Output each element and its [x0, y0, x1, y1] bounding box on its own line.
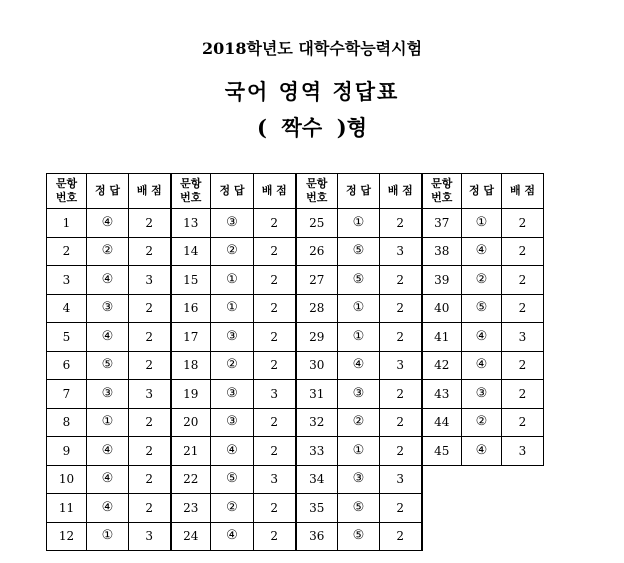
question-number-cell: 25 — [296, 209, 338, 238]
points-cell: 2 — [129, 323, 171, 352]
points-cell: 2 — [380, 494, 422, 523]
points-cell: 2 — [254, 323, 296, 352]
question-number-cell: 39 — [422, 266, 462, 295]
points-cell: 2 — [380, 522, 422, 551]
points-cell: 2 — [380, 437, 422, 466]
answer-cell: ③ — [338, 380, 380, 409]
question-number-cell: 45 — [422, 437, 462, 466]
answer-cell: ① — [211, 294, 254, 323]
question-number-cell: 2 — [47, 237, 87, 266]
answer-cell: ① — [338, 209, 380, 238]
points-cell: 3 — [502, 437, 544, 466]
answer-cell: ③ — [338, 465, 380, 494]
table-row — [47, 294, 544, 323]
points-cell: 2 — [129, 209, 171, 238]
answer-sheet-title: 국어 영역 정답표 — [224, 79, 400, 104]
points-cell: 2 — [129, 494, 171, 523]
answer-cell: ④ — [462, 237, 502, 266]
answer-cell: ④ — [462, 437, 502, 466]
points-cell: 2 — [254, 266, 296, 295]
question-number-cell: 17 — [171, 323, 211, 352]
answer-cell: ④ — [211, 437, 254, 466]
empty-cell — [422, 494, 544, 523]
answer-cell: ③ — [211, 323, 254, 352]
table-row — [47, 522, 544, 551]
answer-cell: ④ — [87, 266, 129, 295]
points-cell: 2 — [380, 266, 422, 295]
header-question-label-2: 번호 — [306, 191, 328, 204]
points-cell: 3 — [380, 351, 422, 380]
answer-cell: ⑤ — [87, 351, 129, 380]
answer-cell: ① — [338, 437, 380, 466]
answer-cell: ④ — [211, 522, 254, 551]
points-cell: 2 — [380, 380, 422, 409]
question-number-cell: 38 — [422, 237, 462, 266]
question-number-cell: 32 — [296, 408, 338, 437]
points-cell: 2 — [254, 237, 296, 266]
question-number-cell: 5 — [47, 323, 87, 352]
table-row — [47, 266, 544, 295]
question-number-cell: 36 — [296, 522, 338, 551]
answer-cell: ⑤ — [338, 237, 380, 266]
header-question-label-1: 문항 — [431, 177, 453, 190]
table-row — [47, 323, 544, 352]
answer-cell: ⑤ — [211, 465, 254, 494]
table-row — [47, 209, 544, 238]
points-cell: 2 — [380, 294, 422, 323]
points-cell: 2 — [502, 209, 544, 238]
question-number-cell: 9 — [47, 437, 87, 466]
question-number-cell: 21 — [171, 437, 211, 466]
points-cell: 3 — [254, 380, 296, 409]
points-cell: 2 — [129, 465, 171, 494]
question-number-cell: 37 — [422, 209, 462, 238]
answer-cell: ⑤ — [338, 266, 380, 295]
answer-cell: ③ — [462, 380, 502, 409]
question-number-cell: 34 — [296, 465, 338, 494]
points-cell: 2 — [254, 209, 296, 238]
points-cell: 3 — [254, 465, 296, 494]
question-number-cell: 27 — [296, 266, 338, 295]
answer-cell: ④ — [87, 437, 129, 466]
question-number-cell: 16 — [171, 294, 211, 323]
question-number-cell: 3 — [47, 266, 87, 295]
answer-cell: ① — [338, 323, 380, 352]
empty-cell — [422, 465, 544, 494]
table-row — [47, 437, 544, 466]
points-cell: 3 — [129, 522, 171, 551]
question-number-cell: 31 — [296, 380, 338, 409]
question-number-cell: 29 — [296, 323, 338, 352]
answer-cell: ③ — [211, 209, 254, 238]
answer-cell: ① — [87, 522, 129, 551]
points-cell: 2 — [254, 294, 296, 323]
question-number-cell: 30 — [296, 351, 338, 380]
points-cell: 2 — [254, 522, 296, 551]
points-cell: 2 — [129, 437, 171, 466]
question-number-cell: 1 — [47, 209, 87, 238]
answer-cell: ① — [338, 294, 380, 323]
empty-cell — [422, 522, 544, 551]
header-question-number — [296, 174, 338, 209]
answer-cell: ① — [87, 408, 129, 437]
points-cell: 2 — [502, 237, 544, 266]
question-number-cell: 18 — [171, 351, 211, 380]
answer-key-table — [46, 173, 544, 551]
header-question-label-1: 문항 — [55, 177, 78, 190]
question-number-cell: 8 — [47, 408, 87, 437]
points-cell: 2 — [254, 351, 296, 380]
points-cell: 2 — [502, 380, 544, 409]
question-number-cell: 22 — [171, 465, 211, 494]
question-number-cell: 23 — [171, 494, 211, 523]
answer-cell: ③ — [211, 380, 254, 409]
points-cell: 2 — [380, 408, 422, 437]
question-number-cell: 13 — [171, 209, 211, 238]
points-cell: 2 — [502, 266, 544, 295]
answer-cell: ③ — [87, 380, 129, 409]
question-number-cell: 44 — [422, 408, 462, 437]
points-cell: 3 — [380, 237, 422, 266]
question-number-cell: 7 — [47, 380, 87, 409]
table-row — [47, 351, 544, 380]
answer-cell: ② — [338, 408, 380, 437]
answer-cell: ⑤ — [338, 522, 380, 551]
answer-cell: ② — [211, 494, 254, 523]
answer-cell: ④ — [87, 209, 129, 238]
question-number-cell: 42 — [422, 351, 462, 380]
answer-cell: ③ — [87, 294, 129, 323]
answer-cell: ④ — [338, 351, 380, 380]
answer-cell: ② — [462, 408, 502, 437]
question-number-cell: 28 — [296, 294, 338, 323]
answer-cell: ① — [462, 209, 502, 238]
header-question-label-2: 번호 — [431, 191, 453, 204]
points-cell: 2 — [254, 437, 296, 466]
header-question-number — [171, 174, 211, 209]
answer-cell: ① — [211, 266, 254, 295]
header-row — [47, 174, 544, 209]
question-number-cell: 24 — [171, 522, 211, 551]
header-answer: 정 답 — [211, 174, 254, 209]
table-row — [47, 380, 544, 409]
points-cell: 2 — [380, 323, 422, 352]
header-points: 배 점 — [380, 174, 422, 209]
answer-cell: ④ — [462, 323, 502, 352]
table-row — [47, 494, 544, 523]
points-cell: 2 — [502, 351, 544, 380]
question-number-cell: 26 — [296, 237, 338, 266]
answer-cell: ④ — [87, 323, 129, 352]
header-question-label-2: 번호 — [55, 191, 78, 204]
header-points: 배 점 — [502, 174, 544, 209]
answer-cell: ② — [462, 266, 502, 295]
points-cell: 2 — [129, 237, 171, 266]
points-cell: 2 — [254, 408, 296, 437]
answer-cell: ③ — [211, 408, 254, 437]
points-cell: 2 — [380, 209, 422, 238]
header-points: 배 점 — [254, 174, 296, 209]
answer-cell: ④ — [87, 494, 129, 523]
header-question-label-2: 번호 — [180, 191, 202, 204]
table-row — [47, 237, 544, 266]
answer-cell: ⑤ — [338, 494, 380, 523]
header-answer: 정 답 — [338, 174, 380, 209]
points-cell: 2 — [502, 294, 544, 323]
header-question-number — [422, 174, 462, 209]
question-number-cell: 43 — [422, 380, 462, 409]
header-answer: 정 답 — [87, 174, 129, 209]
answer-cell: ⑤ — [462, 294, 502, 323]
question-number-cell: 4 — [47, 294, 87, 323]
points-cell: 2 — [129, 351, 171, 380]
points-cell: 3 — [129, 266, 171, 295]
answer-cell: ② — [211, 237, 254, 266]
question-number-cell: 35 — [296, 494, 338, 523]
form-type-title: ( 짝수 )형 — [257, 115, 367, 140]
table-row — [47, 408, 544, 437]
points-cell: 2 — [129, 294, 171, 323]
points-cell: 2 — [129, 408, 171, 437]
question-number-cell: 12 — [47, 522, 87, 551]
points-cell: 3 — [129, 380, 171, 409]
table-row — [47, 465, 544, 494]
answer-cell: ② — [87, 237, 129, 266]
answer-cell: ④ — [87, 465, 129, 494]
points-cell: 2 — [502, 408, 544, 437]
exam-year-title: 2018학년도 대학수학능력시험 — [201, 39, 423, 58]
points-cell: 2 — [254, 494, 296, 523]
header-question-label-1: 문항 — [306, 177, 328, 190]
question-number-cell: 14 — [171, 237, 211, 266]
question-number-cell: 40 — [422, 294, 462, 323]
question-number-cell: 33 — [296, 437, 338, 466]
question-number-cell: 15 — [171, 266, 211, 295]
question-number-cell: 10 — [47, 465, 87, 494]
question-number-cell: 6 — [47, 351, 87, 380]
question-number-cell: 41 — [422, 323, 462, 352]
header-points: 배 점 — [129, 174, 171, 209]
answer-cell: ④ — [462, 351, 502, 380]
question-number-cell: 20 — [171, 408, 211, 437]
header-answer: 정 답 — [462, 174, 502, 209]
header-question-label-1: 문항 — [180, 177, 202, 190]
points-cell: 3 — [502, 323, 544, 352]
points-cell: 3 — [380, 465, 422, 494]
question-number-cell: 19 — [171, 380, 211, 409]
question-number-cell: 11 — [47, 494, 87, 523]
answer-cell: ② — [211, 351, 254, 380]
header-question-number — [47, 174, 87, 209]
